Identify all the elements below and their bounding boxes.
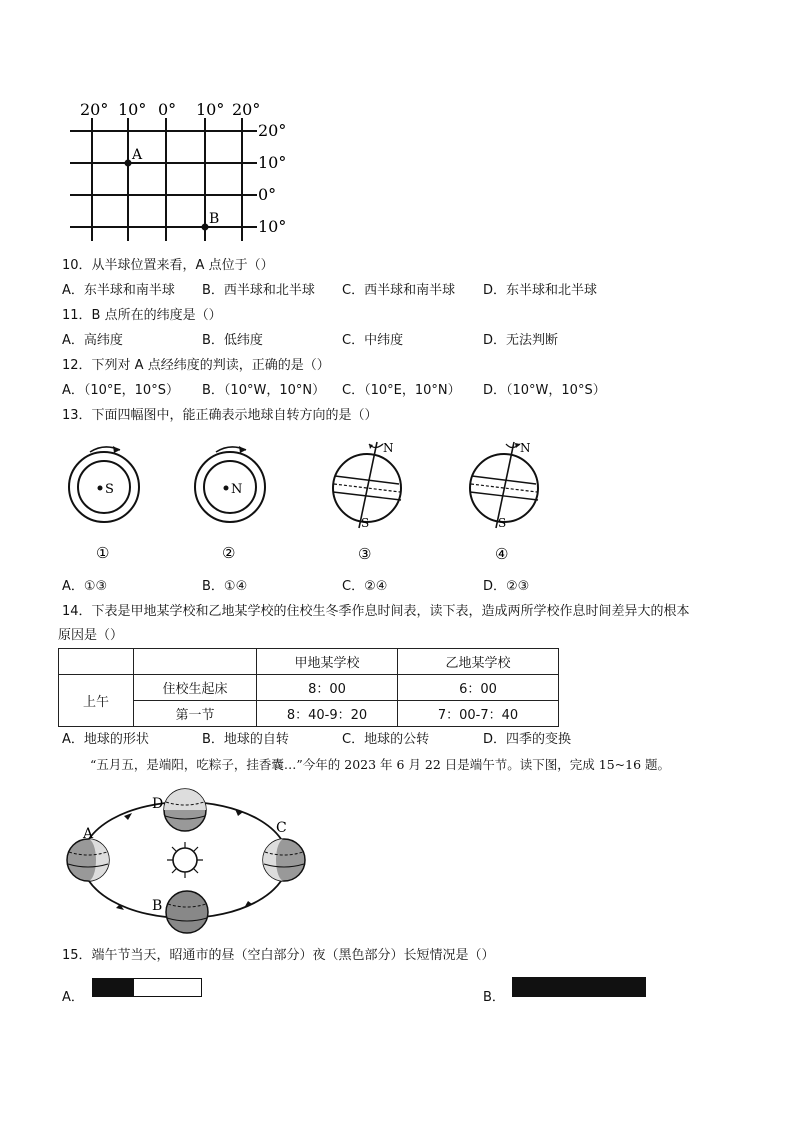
orbit-label-c: C bbox=[276, 820, 287, 836]
schedule-table bbox=[58, 648, 559, 727]
q14-text-line1: 14．下表是甲地某学校和乙地某学校的住校生冬季作息时间表，读下表，造成两所学校作息时间差异大的根本 bbox=[62, 604, 690, 619]
figure-2-label: ② bbox=[222, 544, 236, 562]
row-1-b: 6：00 bbox=[398, 675, 559, 701]
row-2-label: 第一节 bbox=[134, 701, 257, 727]
q11-option-c[interactable]: C．中纬度 bbox=[342, 333, 404, 348]
figure-1-pole: S bbox=[105, 482, 114, 497]
q10-option-a[interactable]: A．东半球和南半球 bbox=[62, 283, 175, 298]
figure-4-north: N bbox=[520, 441, 531, 455]
q10-option-d[interactable]: D．东半球和北半球 bbox=[483, 283, 598, 298]
q14-option-b[interactable]: B．地球的自转 bbox=[202, 732, 289, 747]
q12-option-b[interactable]: B．（10°W，10°N） bbox=[202, 383, 326, 398]
top-label-4: 10° bbox=[196, 100, 225, 119]
q15-bar-a-night bbox=[93, 979, 134, 996]
point-b-dot bbox=[202, 224, 209, 231]
orbit-label-d: D bbox=[152, 796, 164, 812]
q15-option-b[interactable]: B． bbox=[483, 990, 505, 1005]
top-label-5: 20° bbox=[232, 100, 261, 119]
figure-2-pole: N bbox=[231, 482, 243, 497]
q14-option-c[interactable]: C．地球的公转 bbox=[342, 732, 430, 747]
q14-option-d[interactable]: D．四季的变换 bbox=[483, 732, 572, 747]
figure-3-north: N bbox=[383, 441, 394, 455]
q15-text: 15．端午节当天，昭通市的昼（空白部分）夜（黑色部分）长短情况是（） bbox=[62, 948, 495, 963]
q11-option-b[interactable]: B．低纬度 bbox=[202, 333, 263, 348]
intro-passage: “五月五，是端阳，吃粽子，挂香囊…”今年的 2023 年 6 月 22 日是端午节。读下图，完成 15~16 题。 bbox=[90, 757, 671, 772]
earth-c bbox=[263, 839, 305, 881]
q11-option-d[interactable]: D．无法判断 bbox=[483, 333, 559, 348]
col-header-b: 乙地某学校 bbox=[398, 649, 559, 675]
q11-option-a[interactable]: A．高纬度 bbox=[62, 333, 123, 348]
point-a-dot bbox=[125, 160, 132, 167]
q13-option-d[interactable]: D．②③ bbox=[483, 579, 530, 594]
rotation-figure-2 bbox=[188, 440, 278, 565]
q13-text: 13．下面四幅图中，能正确表示地球自转方向的是（） bbox=[62, 408, 378, 423]
q12-option-c[interactable]: C．（10°E，10°N） bbox=[342, 383, 461, 398]
earth-a bbox=[67, 839, 109, 881]
orbit-label-b: B bbox=[152, 898, 163, 914]
figure-4-label: ④ bbox=[495, 545, 509, 563]
q13-option-a[interactable]: A．①③ bbox=[62, 579, 108, 594]
earth-b bbox=[166, 891, 208, 933]
earth-orbit-diagram bbox=[62, 780, 310, 940]
q12-text: 12．下列对 A 点经纬度的判读，正确的是（） bbox=[62, 358, 330, 373]
q14-text-line2: 原因是（） bbox=[58, 628, 124, 643]
row-2-b: 7：00-7：40 bbox=[398, 701, 559, 727]
point-a-label: A bbox=[132, 147, 143, 163]
orbit-label-a: A bbox=[83, 826, 94, 842]
q13-option-c[interactable]: C．②④ bbox=[342, 579, 388, 594]
row-1-label: 住校生起床 bbox=[134, 675, 257, 701]
q14-option-a[interactable]: A．地球的形状 bbox=[62, 732, 149, 747]
figure-4-south: S bbox=[498, 516, 507, 530]
rotation-figure-4 bbox=[462, 438, 552, 565]
q12-option-d[interactable]: D．（10°W，10°S） bbox=[483, 383, 606, 398]
q10-text: 10．从半球位置来看，A 点位于（） bbox=[62, 258, 274, 273]
q10-option-c[interactable]: C．西半球和南半球 bbox=[342, 283, 456, 298]
group-label: 上午 bbox=[59, 675, 134, 727]
figure-3-label: ③ bbox=[358, 545, 372, 563]
top-label-1: 20° bbox=[80, 100, 109, 119]
q15-bar-b-night bbox=[513, 978, 645, 996]
q13-option-b[interactable]: B．①④ bbox=[202, 579, 248, 594]
q15-bar-a[interactable] bbox=[92, 978, 202, 997]
q11-text: 11．B 点所在的纬度是（） bbox=[62, 308, 222, 323]
row-2-a: 8：40-9：20 bbox=[257, 701, 398, 727]
right-label-2: 10° bbox=[258, 153, 287, 172]
q15-option-a[interactable]: A． bbox=[62, 990, 84, 1005]
figure-1-label: ① bbox=[96, 544, 110, 562]
earth-d bbox=[164, 789, 206, 831]
col-header-a: 甲地某学校 bbox=[257, 649, 398, 675]
row-1-a: 8：00 bbox=[257, 675, 398, 701]
figure-3-south: S bbox=[361, 516, 370, 530]
top-label-3: 0° bbox=[158, 100, 177, 119]
right-label-3: 0° bbox=[258, 185, 277, 204]
top-label-2: 10° bbox=[118, 100, 147, 119]
right-label-1: 20° bbox=[258, 121, 287, 140]
point-b-label: B bbox=[209, 211, 220, 227]
q12-option-a[interactable]: A．（10°E，10°S） bbox=[62, 383, 179, 398]
right-label-4: 10° bbox=[258, 217, 287, 236]
lat-long-grid-figure bbox=[62, 96, 292, 246]
rotation-figure-3 bbox=[325, 438, 415, 565]
q15-bar-b[interactable] bbox=[512, 977, 646, 997]
rotation-figure-1 bbox=[62, 440, 152, 565]
q10-option-b[interactable]: B．西半球和北半球 bbox=[202, 283, 315, 298]
